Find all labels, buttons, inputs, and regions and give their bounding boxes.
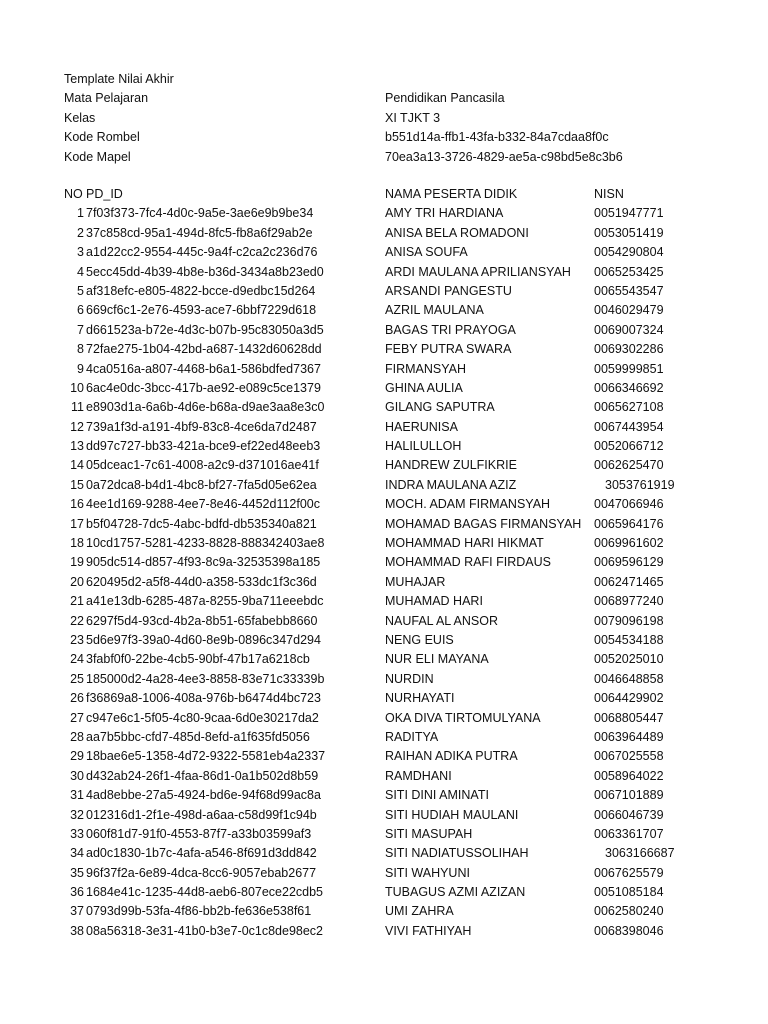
row-student-name: ANISA SOUFA xyxy=(385,245,468,260)
row-student-name: INDRA MAULANA AZIZ xyxy=(385,477,517,492)
row-number: 25 xyxy=(70,671,84,686)
row-pd-id: 060f81d7-91f0-4553-87f7-a33b03599af3 xyxy=(86,826,312,841)
table-row xyxy=(64,709,704,728)
table-row xyxy=(64,864,704,883)
row-nisn: 0079096198 xyxy=(594,613,664,628)
meta-value: b551d14a-ffb1-43fa-b332-84a7cdaa8f0c xyxy=(385,130,609,145)
title-row xyxy=(64,70,704,89)
row-student-name: MOHAMAD BAGAS FIRMANSYAH xyxy=(385,516,582,531)
column-header-no: NO xyxy=(64,187,83,201)
row-number: 16 xyxy=(70,497,84,512)
row-number: 34 xyxy=(70,846,84,861)
row-nisn: 0065253425 xyxy=(594,264,664,279)
row-pd-id: 18bae6e5-1358-4d72-9322-5581eb4a2337 xyxy=(86,749,326,764)
row-number: 1 xyxy=(77,206,84,221)
table-row xyxy=(64,689,704,708)
row-student-name: NURHAYATI xyxy=(385,691,455,706)
row-pd-id: 10cd1757-5281-4233-8828-888342403ae8 xyxy=(86,536,325,551)
row-pd-id: 5d6e97f3-39a0-4d60-8e9b-0896c347d294 xyxy=(86,632,321,647)
row-nisn: 0067443954 xyxy=(594,419,664,434)
row-student-name: MOCH. ADAM FIRMANSYAH xyxy=(385,497,551,512)
row-student-name: RADITYA xyxy=(385,729,439,744)
row-nisn: 0062580240 xyxy=(594,904,664,919)
table-row xyxy=(64,243,704,262)
table-row xyxy=(64,844,704,863)
row-pd-id: 4ee1d169-9288-4ee7-8e46-4452d112f00c xyxy=(86,497,321,512)
row-student-name: GILANG SAPUTRA xyxy=(385,400,495,415)
row-student-name: SITI WAHYUNI xyxy=(385,865,470,880)
meta-value: XI TJKT 3 xyxy=(385,110,441,125)
row-nisn: 0068398046 xyxy=(594,923,664,938)
row-nisn: 0062625470 xyxy=(594,458,664,473)
row-student-name: ARSANDI PANGESTU xyxy=(385,283,512,298)
row-pd-id: 7f03f373-7fc4-4d0c-9a5e-3ae6e9b9be34 xyxy=(86,206,314,221)
row-pd-id: b5f04728-7dc5-4abc-bdfd-db535340a821 xyxy=(86,516,317,531)
table-row xyxy=(64,922,704,941)
row-number: 29 xyxy=(70,749,84,764)
row-nisn: 0069007324 xyxy=(594,322,664,337)
table-row xyxy=(64,573,704,592)
table-row xyxy=(64,301,704,320)
table-row xyxy=(64,612,704,631)
row-student-name: MUHAJAR xyxy=(385,574,446,589)
row-student-name: SITI HUDIAH MAULANI xyxy=(385,807,519,822)
row-student-name: HANDREW ZULFIKRIE xyxy=(385,458,517,473)
row-nisn: 0047066946 xyxy=(594,497,664,512)
table-row xyxy=(64,767,704,786)
meta-value: Pendidikan Pancasila xyxy=(385,91,505,106)
row-student-name: SITI MASUPAH xyxy=(385,826,473,841)
table-row xyxy=(64,263,704,282)
table-row xyxy=(64,515,704,534)
table-row xyxy=(64,476,704,495)
row-student-name: ARDI MAULANA APRILIANSYAH xyxy=(385,264,571,279)
row-pd-id: dd97c727-bb33-421a-bce9-ef22ed48eeb3 xyxy=(86,439,321,454)
row-nisn: 0067101889 xyxy=(594,788,664,803)
row-number: 18 xyxy=(70,536,84,551)
row-number: 10 xyxy=(70,380,84,395)
row-nisn: 0058964022 xyxy=(594,768,664,783)
row-student-name: TUBAGUS AZMI AZIZAN xyxy=(385,885,526,900)
row-number: 36 xyxy=(70,885,84,900)
table-body xyxy=(64,204,704,941)
row-number: 32 xyxy=(70,807,84,822)
column-header-name: NAMA PESERTA DIDIK xyxy=(385,187,518,201)
table-row xyxy=(64,670,704,689)
row-number: 15 xyxy=(70,477,84,492)
column-header-pd-id: PD_ID xyxy=(86,187,123,201)
meta-row-class xyxy=(64,109,704,128)
row-number: 28 xyxy=(70,729,84,744)
row-pd-id: 0a72dca8-b4d1-4bc8-bf27-7fa5d05e62ea xyxy=(86,477,317,492)
table-row xyxy=(64,592,704,611)
row-nisn: 0046648858 xyxy=(594,671,664,686)
row-nisn: 0069961602 xyxy=(594,536,664,551)
row-nisn: 0067025558 xyxy=(594,749,664,764)
document-title: Template Nilai Akhir xyxy=(64,72,174,86)
row-pd-id: 012316d1-2f1e-498d-a6aa-c58d99f1c94b xyxy=(86,807,317,822)
row-pd-id: 905dc514-d857-4f93-8c9a-32535398a185 xyxy=(86,555,321,570)
row-number: 22 xyxy=(70,613,84,628)
table-row xyxy=(64,825,704,844)
row-number: 12 xyxy=(70,419,84,434)
row-number: 30 xyxy=(70,768,84,783)
row-number: 7 xyxy=(77,322,84,337)
table-row xyxy=(64,379,704,398)
column-header-nisn: NISN xyxy=(594,187,624,201)
row-nisn: 0052066712 xyxy=(594,439,664,454)
row-pd-id: 5ecc45dd-4b39-4b8e-b36d-3434a8b23ed0 xyxy=(86,264,324,279)
row-student-name: OKA DIVA TIRTOMULYANA xyxy=(385,710,541,725)
row-pd-id: 08a56318-3e31-41b0-b3e7-0c1c8de98ec2 xyxy=(86,923,324,938)
row-nisn: 0063964489 xyxy=(594,729,664,744)
row-student-name: UMI ZAHRA xyxy=(385,904,454,919)
row-number: 3 xyxy=(77,245,84,260)
meta-value: 70ea3a13-3726-4829-ae5a-c98bd5e8c3b6 xyxy=(385,149,623,164)
row-student-name: GHINA AULIA xyxy=(385,380,463,395)
row-number: 8 xyxy=(77,342,84,357)
meta-label: Kode Rombel xyxy=(64,130,140,145)
meta-label: Kelas xyxy=(64,110,96,125)
row-nisn: 0046029479 xyxy=(594,303,664,318)
row-nisn: 0059999851 xyxy=(594,361,664,376)
row-number: 5 xyxy=(77,283,84,298)
row-pd-id: d661523a-b72e-4d3c-b07b-95c83050a3d5 xyxy=(86,322,324,337)
row-nisn: 0066046739 xyxy=(594,807,664,822)
row-nisn: 0069302286 xyxy=(594,342,664,357)
row-nisn: 0067625579 xyxy=(594,865,664,880)
row-pd-id: e8903d1a-6a6b-4d6e-b68a-d9ae3aa8e3c0 xyxy=(86,400,325,415)
row-number: 21 xyxy=(70,594,84,609)
row-number: 35 xyxy=(70,865,84,880)
row-student-name: VIVI FATHIYAH xyxy=(385,923,472,938)
row-pd-id: 1684e41c-1235-44d8-aeb6-807ece22cdb5 xyxy=(86,885,324,900)
meta-row-subject xyxy=(64,89,704,108)
row-pd-id: d432ab24-26f1-4faa-86d1-0a1b502d8b59 xyxy=(86,768,319,783)
row-pd-id: ad0c1830-1b7c-4afa-a546-8f691d3dd842 xyxy=(86,846,317,861)
table-row xyxy=(64,340,704,359)
document-header xyxy=(64,70,704,167)
row-number: 19 xyxy=(70,555,84,570)
row-number: 24 xyxy=(70,652,84,667)
row-nisn: 3053761919 xyxy=(605,477,675,492)
row-number: 37 xyxy=(70,904,84,919)
row-student-name: MOHAMMAD RAFI FIRDAUS xyxy=(385,555,551,570)
row-number: 33 xyxy=(70,826,84,841)
row-nisn: 0068805447 xyxy=(594,710,664,725)
table-row xyxy=(64,806,704,825)
row-pd-id: 72fae275-1b04-42bd-a687-1432d60628dd xyxy=(86,342,322,357)
row-student-name: ANISA BELA ROMADONI xyxy=(385,225,529,240)
row-student-name: HALILULLOH xyxy=(385,439,462,454)
row-nisn: 0054290804 xyxy=(594,245,664,260)
row-pd-id: 0793d99b-53fa-4f86-bb2b-fe636e538f61 xyxy=(86,904,312,919)
row-pd-id: 185000d2-4a28-4ee3-8858-83e71c33339b xyxy=(86,671,325,686)
row-number: 9 xyxy=(77,361,84,376)
row-student-name: NENG EUIS xyxy=(385,632,454,647)
table-row xyxy=(64,902,704,921)
table-row xyxy=(64,204,704,223)
table-row xyxy=(64,534,704,553)
row-pd-id: 4ca0516a-a807-4468-b6a1-586bdfed7367 xyxy=(86,361,321,376)
table-row xyxy=(64,553,704,572)
row-student-name: BAGAS TRI PRAYOGA xyxy=(385,322,516,337)
row-pd-id: a41e13db-6285-487a-8255-9ba711eeebdc xyxy=(86,594,324,609)
row-nisn: 0053051419 xyxy=(594,225,664,240)
row-nisn: 0052025010 xyxy=(594,652,664,667)
row-student-name: MOHAMMAD HARI HIKMAT xyxy=(385,536,544,551)
row-number: 17 xyxy=(70,516,84,531)
row-student-name: HAERUNISA xyxy=(385,419,458,434)
row-nisn: 0065543547 xyxy=(594,283,664,298)
table-row xyxy=(64,360,704,379)
row-pd-id: aa7b5bbc-cfd7-485d-8efd-a1f635fd5056 xyxy=(86,729,310,744)
row-student-name: SITI NADIATUSSOLIHAH xyxy=(385,846,529,861)
row-pd-id: 37c858cd-95a1-494d-8fc5-fb8a6f29ab2e xyxy=(86,225,313,240)
table-row xyxy=(64,398,704,417)
row-nisn: 0065627108 xyxy=(594,400,664,415)
row-nisn: 0051085184 xyxy=(594,885,664,900)
row-number: 26 xyxy=(70,691,84,706)
row-student-name: MUHAMAD HARI xyxy=(385,594,483,609)
row-student-name: NUR ELI MAYANA xyxy=(385,652,489,667)
row-pd-id: 3fabf0f0-22be-4cb5-90bf-47b17a6218cb xyxy=(86,652,310,667)
row-nisn: 3063166687 xyxy=(605,846,675,861)
row-nisn: 0065964176 xyxy=(594,516,664,531)
row-student-name: SITI DINI AMINATI xyxy=(385,788,489,803)
row-pd-id: f36869a8-1006-408a-976b-b6474d4bc723 xyxy=(86,691,321,706)
row-student-name: AZRIL MAULANA xyxy=(385,303,484,318)
row-number: 20 xyxy=(70,574,84,589)
row-number: 27 xyxy=(70,710,84,725)
table-row xyxy=(64,418,704,437)
row-number: 23 xyxy=(70,632,84,647)
table-row xyxy=(64,495,704,514)
row-student-name: FIRMANSYAH xyxy=(385,361,467,376)
row-nisn: 0051947771 xyxy=(594,206,664,221)
row-number: 14 xyxy=(70,458,84,473)
row-pd-id: 05dceac1-7c61-4008-a2c9-d371016ae41f xyxy=(86,458,319,473)
table-row xyxy=(64,650,704,669)
row-student-name: FEBY PUTRA SWARA xyxy=(385,342,512,357)
row-student-name: AMY TRI HARDIANA xyxy=(385,206,504,221)
table-row xyxy=(64,728,704,747)
row-number: 13 xyxy=(70,439,84,454)
row-pd-id: 4ad8ebbe-27a5-4924-bd6e-94f68d99ac8a xyxy=(86,788,321,803)
row-student-name: NURDIN xyxy=(385,671,434,686)
row-pd-id: 6ac4e0dc-3bcc-417b-ae92-e089c5ce1379 xyxy=(86,380,321,395)
row-student-name: RAMDHANI xyxy=(385,768,452,783)
row-student-name: RAIHAN ADIKA PUTRA xyxy=(385,749,518,764)
row-pd-id: a1d22cc2-9554-445c-9a4f-c2ca2c236d76 xyxy=(86,245,318,260)
row-pd-id: 6297f5d4-93cd-4b2a-8b51-65fabebb8660 xyxy=(86,613,318,628)
row-nisn: 0066346692 xyxy=(594,380,664,395)
row-nisn: 0064429902 xyxy=(594,691,664,706)
row-number: 4 xyxy=(77,264,84,279)
row-number: 2 xyxy=(77,225,84,240)
table-header-row xyxy=(64,185,704,204)
row-number: 11 xyxy=(71,400,84,415)
row-student-name: NAUFAL AL ANSOR xyxy=(385,613,499,628)
row-pd-id: 669cf6c1-2e76-4593-ace7-6bbf7229d618 xyxy=(86,303,317,318)
row-pd-id: c947e6c1-5f05-4c80-9caa-6d0e30217da2 xyxy=(86,710,319,725)
meta-row-rombel xyxy=(64,128,704,147)
row-number: 6 xyxy=(77,303,84,318)
row-pd-id: 620495d2-a5f8-44d0-a358-533dc1f3c36d xyxy=(86,574,317,589)
meta-label: Kode Mapel xyxy=(64,149,131,164)
row-pd-id: af318efc-e805-4822-bcce-d9edbc15d264 xyxy=(86,283,316,298)
row-pd-id: 739a1f3d-a191-4bf9-83c8-4ce6da7d2487 xyxy=(86,419,317,434)
table-row xyxy=(64,224,704,243)
table-row xyxy=(64,786,704,805)
row-nisn: 0054534188 xyxy=(594,632,664,647)
table-row xyxy=(64,282,704,301)
row-nisn: 0062471465 xyxy=(594,574,664,589)
row-number: 31 xyxy=(70,788,84,803)
meta-label: Mata Pelajaran xyxy=(64,91,149,106)
row-number: 38 xyxy=(70,923,84,938)
table-row xyxy=(64,631,704,650)
table-row xyxy=(64,321,704,340)
table-row xyxy=(64,747,704,766)
table-row xyxy=(64,456,704,475)
row-pd-id: 96f37f2a-6e89-4dca-8cc6-9057ebab2677 xyxy=(86,865,317,880)
row-nisn: 0063361707 xyxy=(594,826,664,841)
meta-row-mapel xyxy=(64,148,704,167)
table-row xyxy=(64,437,704,456)
row-nisn: 0068977240 xyxy=(594,594,664,609)
row-nisn: 0069596129 xyxy=(594,555,664,570)
student-table xyxy=(64,185,704,941)
table-row xyxy=(64,883,704,902)
